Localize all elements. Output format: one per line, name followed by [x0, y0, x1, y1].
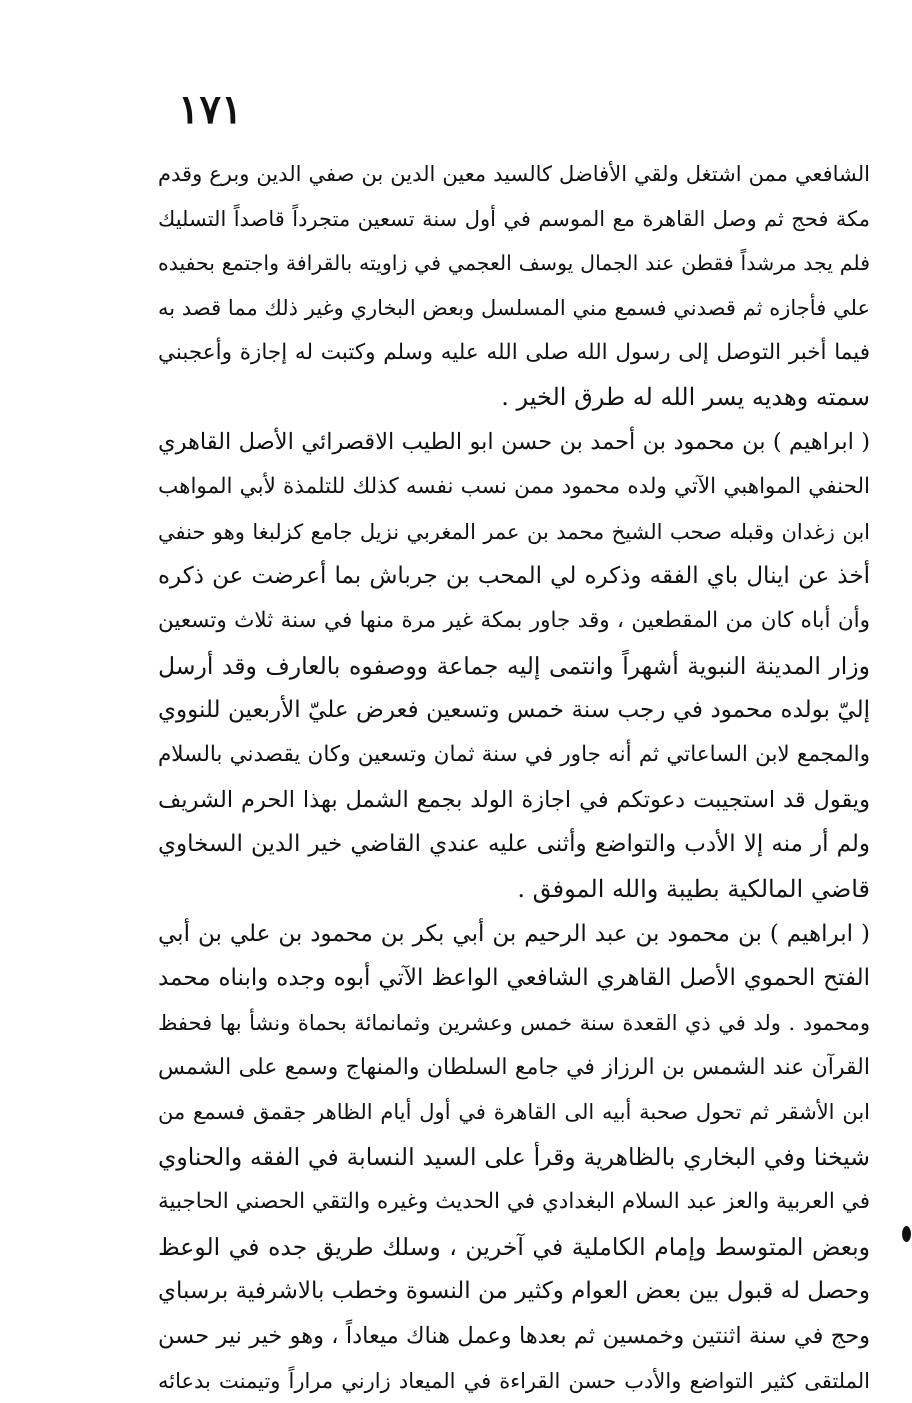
text-line: إليّ بولده محمود في رجب سنة خمس وتسعين فعرض عليّ الأربعين للنووي: [158, 697, 870, 724]
text-line: الحنفي المواهبي الآتي ولده محمود ممن نسب نفسه كذلك للتلمذة لأبي المواهب: [158, 473, 870, 499]
entry-heading-line: ( ابراهيم ) بن محمود بن أحمد بن حسن ابو الطيب الاقصرائي الأصل القاهري: [158, 429, 870, 456]
text-line: قاضي المالكية بطيبة والله الموفق .: [517, 875, 870, 903]
text-line: ابن زغدان وقبله صحب الشيخ محمد بن عمر المغربي نزيل جامع كزلبغا وهو حنفي: [158, 519, 870, 544]
text-line: والمجمع لابن الساعاتي ثم أنه جاور في سنة ثمان وتسعين وكان يقصدني بالسلام: [158, 741, 870, 767]
text-line: أخذ عن اينال باي الفقه وذكره لي المحب بن جرباش بما أعرضت عن ذكره: [158, 563, 870, 590]
page-number: ١٧١: [178, 86, 243, 133]
text-line: في العربية والعز عبد السلام البغدادي في الحديث وغيره والتقي الحصني الحاجبية: [158, 1188, 870, 1214]
text-line: فيما أخبر التوصل إلى رسول الله صلى الله عليه وسلم وكتبت له إجازة وأعجبني: [158, 339, 870, 365]
margin-ink-mark: [902, 1226, 911, 1242]
text-line: وبعض المتوسط وإمام الكاملية في آخرين ، وسلك طريق جده في الوعظ: [158, 1232, 870, 1261]
text-line: ولم أر منه إلا الأدب والتواضع وأثنى عليه عندي القاضي خير الدين السخاوي: [158, 831, 870, 858]
text-line: وزار المدينة النبوية أشهراً وانتمى إليه جماعة ووصفوه بالعارف وقد أرسل: [158, 651, 870, 680]
text-line: شيخنا وفي البخاري بالظاهرية وقرأ على السيد النسابة في الفقه والحناوي: [158, 1143, 870, 1172]
text-line: وحصل له قبول بين بعض العوام وكثير من النسوة وخطب بالاشرفية برسباي: [158, 1278, 870, 1305]
text-line: علي فأجازه ثم قصدني فسمع مني المسلسل وبعض البخاري وغير ذلك مما قصد به: [158, 296, 870, 321]
page-body-text: [158, 152, 870, 1403]
text-line: القرآن عند الشمس بن الرزاز في جامع السلطان والمنهاج وسمع على الشمس: [158, 1054, 870, 1080]
text-line: ابن الأشقر ثم تحول صحبة أبيه الى القاهرة في أول أيام الظاهر جقمق فسمع من: [158, 1100, 870, 1125]
text-line: سمته وهديه يسر الله له طرق الخير .: [501, 383, 870, 412]
text-line: فلم يجد مرشداً فقطن عند الجمال يوسف العجمي في زاويته بالقرافة واجتمع بحفيده: [158, 251, 870, 276]
text-line: مكة فحج ثم وصل القاهرة مع الموسم في أول سنة تسعين متجرداً قاصداً التسليك: [158, 206, 870, 231]
entry-heading-line: ( ابراهيم ) بن محمود بن عبد الرحيم بن أبي بكر بن محمود بن علي بن أبي: [158, 920, 870, 947]
text-line: الشافعي ممن اشتغل ولقي الأفاضل كالسيد معين الدين بن صفي الدين وبرع وقدم: [158, 162, 870, 186]
text-line: ويقول قد استجيبت دعوتكم في اجازة الولد بجمع الشمل بهذا الحرم الشريف: [158, 786, 870, 813]
text-line: الفتح الحموي الأصل القاهري الشافعي الواعظ الآتي أبوه وجده وابناه محمد: [158, 965, 870, 992]
text-line: الملتقى كثير التواضع والأدب حسن القراءة في الميعاد زارني مراراً وتيمنت بدعائه: [158, 1368, 870, 1393]
text-line: وأن أباه كان من المقطعين ، وقد جاور بمكة غير مرة منها في سنة ثلاث وتسعين: [158, 607, 870, 633]
text-line: ومحمود . ولد في ذي القعدة سنة خمس وعشرين وثمانمائة بحماة ونشأ بها فحفظ: [158, 1011, 870, 1036]
text-line: وحج في سنة اثنتين وخمسين ثم بعدها وعمل هناك ميعاداً ، وهو خير نير حسن: [158, 1322, 870, 1349]
